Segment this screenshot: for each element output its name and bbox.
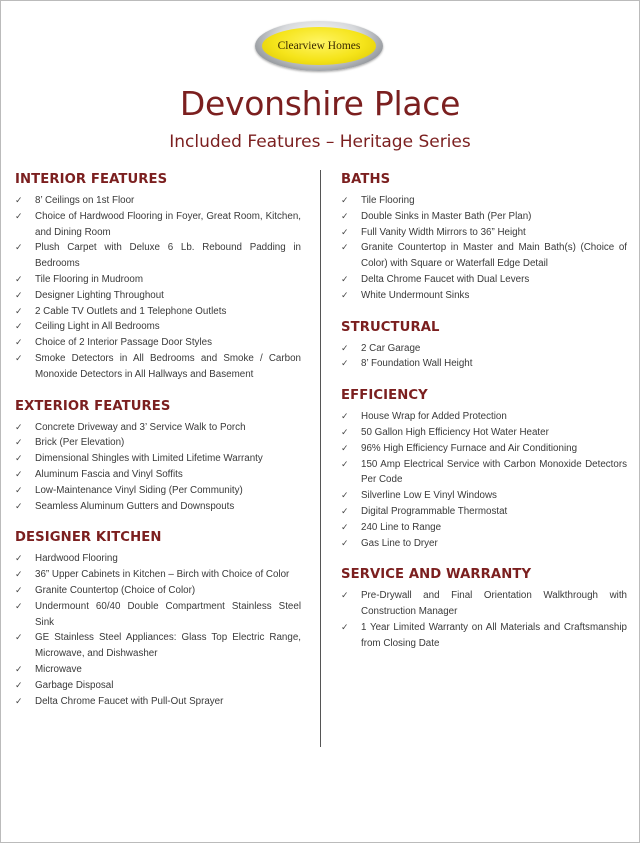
section-service-and-warranty — [341, 567, 627, 651]
feature-list — [15, 420, 301, 515]
list-item-text: 96% High Efficiency Furnace and Air Conditioning — [361, 442, 578, 454]
list-item-text: Microwave — [35, 663, 82, 675]
list-item-text: Ceiling Light in All Bedrooms — [35, 321, 160, 333]
left-column — [15, 172, 301, 725]
checkmark-icon: ✓ — [341, 537, 349, 548]
list-item — [15, 583, 301, 599]
list-item-text: Gas Line to Dryer — [361, 537, 438, 549]
checkmark-icon: ✓ — [341, 342, 349, 353]
right-column — [341, 172, 627, 668]
checkmark-icon: ✓ — [15, 352, 23, 363]
list-item-text: Aluminum Fascia and Vinyl Soffits — [35, 468, 183, 480]
list-item-text: Delta Chrome Faucet with Dual Levers — [361, 273, 530, 285]
list-item — [15, 467, 301, 483]
list-item-text: 50 Gallon High Efficiency Hot Water Heater — [361, 426, 549, 438]
list-item-text: Pre-Drywall and Final Orientation Walkthrough with Construction Manager — [361, 590, 627, 618]
feature-list — [15, 551, 301, 709]
section-title: EFFICIENCY — [341, 388, 428, 404]
list-item-text: Brick (Per Elevation) — [35, 437, 125, 449]
checkmark-icon: ✓ — [341, 210, 349, 221]
section-structural — [341, 320, 627, 373]
checkmark-icon: ✓ — [341, 289, 349, 300]
list-item — [341, 240, 627, 272]
list-item — [15, 483, 301, 499]
checkmark-icon: ✓ — [341, 458, 349, 469]
list-item-text: 2 Cable TV Outlets and 1 Telephone Outlets — [35, 305, 227, 317]
list-item — [341, 341, 627, 357]
checkmark-icon: ✓ — [15, 484, 23, 495]
list-item — [15, 420, 301, 436]
checkmark-icon: ✓ — [341, 426, 349, 437]
section-interior-features — [15, 172, 301, 383]
list-item-text: 36” Upper Cabinets in Kitchen – Birch with Choice of Color — [35, 569, 290, 581]
list-item-text: White Undermount Sinks — [361, 289, 470, 301]
list-item — [15, 193, 301, 209]
clearview-homes-logo — [255, 21, 383, 71]
list-item-text: 1 Year Limited Warranty on All Materials and Craftsmanship from Closing Date — [361, 621, 627, 649]
list-item — [341, 225, 627, 241]
list-item-text: 8’ Ceilings on 1st Floor — [35, 195, 135, 206]
checkmark-icon: ✓ — [15, 584, 23, 595]
logo-badge — [262, 27, 376, 65]
checkmark-icon: ✓ — [15, 210, 23, 221]
list-item — [15, 435, 301, 451]
list-item — [15, 335, 301, 351]
list-item — [341, 504, 627, 520]
list-item — [341, 425, 627, 441]
page-subtitle: Included Features – Heritage Series — [169, 132, 471, 152]
list-item-text: Choice of Hardwood Flooring in Foyer, Great Room, Kitchen, and Dining Room — [35, 210, 301, 238]
checkmark-icon: ✓ — [15, 289, 23, 300]
checkmark-icon: ✓ — [15, 195, 23, 205]
section-designer-kitchen — [15, 530, 301, 709]
list-item — [15, 678, 301, 694]
checkmark-icon: ✓ — [341, 195, 349, 205]
list-item — [341, 620, 627, 652]
section-title: DESIGNER KITCHEN — [15, 530, 162, 546]
list-item-text: GE Stainless Steel Appliances: Glass Top Electric Range, Microwave, and Dishwasher — [35, 632, 301, 660]
list-item — [15, 304, 301, 320]
checkmark-icon: ✓ — [15, 468, 23, 479]
list-item — [341, 588, 627, 620]
checkmark-icon: ✓ — [15, 321, 23, 332]
list-item — [341, 488, 627, 504]
checkmark-icon: ✓ — [15, 305, 23, 316]
checkmark-icon: ✓ — [15, 663, 23, 674]
column-divider — [320, 170, 321, 747]
list-item-text: Dimensional Shingles with Limited Lifetime Warranty — [35, 453, 263, 465]
list-item — [15, 694, 301, 710]
list-item — [341, 209, 627, 225]
list-item — [341, 520, 627, 536]
checkmark-icon: ✓ — [15, 453, 23, 464]
checkmark-icon: ✓ — [341, 273, 349, 284]
list-item-text: Plush Carpet with Deluxe 6 Lb. Rebound Padding in Bedrooms — [35, 242, 301, 270]
list-item-text: Low-Maintenance Vinyl Siding (Per Community) — [35, 484, 243, 496]
checkmark-icon: ✓ — [15, 500, 23, 511]
list-item-text: Granite Countertop in Master and Main Bath(s) (Choice of Color) with Square or Waterfall Edge Detail — [361, 242, 627, 270]
list-item-text: Concrete Driveway and 3’ Service Walk to Porch — [35, 421, 246, 433]
list-item — [15, 351, 301, 383]
page-title: Devonshire Place — [179, 84, 461, 123]
list-item-text: House Wrap for Added Protection — [361, 411, 507, 423]
list-item-text: Tile Flooring in Mudroom — [35, 273, 143, 285]
list-item-text: Choice of 2 Interior Passage Door Styles — [35, 337, 212, 349]
list-item — [341, 288, 627, 304]
list-item-text: Smoke Detectors in All Bedrooms and Smoke / Carbon Monoxide Detectors in All Hallways and Basement — [35, 352, 301, 380]
feature-list — [15, 193, 301, 383]
list-item — [15, 209, 301, 241]
list-item-text: Full Vanity Width Mirrors to 36” Height — [361, 226, 526, 238]
list-item-text: Hardwood Flooring — [35, 553, 118, 565]
list-item — [15, 272, 301, 288]
list-item — [341, 356, 627, 372]
list-item — [341, 441, 627, 457]
checkmark-icon: ✓ — [341, 621, 349, 632]
section-title: EXTERIOR FEATURES — [15, 398, 171, 414]
list-item-text: Silverline Low E Vinyl Windows — [361, 490, 497, 502]
checkmark-icon: ✓ — [15, 421, 23, 432]
feature-list — [341, 341, 627, 373]
list-item — [341, 272, 627, 288]
feature-list — [341, 409, 627, 551]
list-item — [15, 567, 301, 583]
list-item-text: 150 Amp Electrical Service with Carbon Monoxide Detectors Per Code — [361, 458, 627, 486]
feature-list — [341, 193, 627, 304]
list-item-text: Delta Chrome Faucet with Pull-Out Sprayer — [35, 695, 224, 707]
list-item-text: 8’ Foundation Wall Height — [361, 358, 473, 370]
checkmark-icon: ✓ — [15, 632, 23, 643]
list-item — [15, 499, 301, 515]
list-item — [341, 457, 627, 489]
list-item-text: Double Sinks in Master Bath (Per Plan) — [361, 210, 532, 222]
checkmark-icon: ✓ — [15, 437, 23, 448]
checkmark-icon: ✓ — [15, 600, 23, 611]
checkmark-icon: ✓ — [15, 242, 23, 253]
checkmark-icon: ✓ — [341, 242, 349, 253]
list-item-text: Digital Programmable Thermostat — [361, 505, 508, 517]
checkmark-icon: ✓ — [15, 337, 23, 348]
checkmark-icon: ✓ — [341, 505, 349, 516]
list-item-text: 2 Car Garage — [361, 342, 421, 354]
section-exterior-features — [15, 399, 301, 515]
feature-list — [341, 588, 627, 651]
checkmark-icon: ✓ — [341, 226, 349, 237]
checkmark-icon: ✓ — [341, 442, 349, 453]
list-item — [15, 451, 301, 467]
list-item-text: Undermount 60/40 Double Compartment Stainless Steel Sink — [35, 600, 301, 628]
checkmark-icon: ✓ — [341, 490, 349, 501]
list-item-text: Designer Lighting Throughout — [35, 289, 164, 301]
list-item-text: 240 Line to Range — [361, 521, 442, 533]
section-efficiency — [341, 388, 627, 551]
checkmark-icon: ✓ — [341, 521, 349, 532]
section-title: INTERIOR FEATURES — [15, 172, 168, 187]
list-item — [341, 409, 627, 425]
list-item — [15, 319, 301, 335]
list-item — [15, 240, 301, 272]
checkmark-icon: ✓ — [341, 590, 349, 601]
checkmark-icon: ✓ — [15, 553, 23, 564]
list-item — [15, 630, 301, 662]
checkmark-icon: ✓ — [15, 679, 23, 690]
list-item — [15, 662, 301, 678]
list-item — [15, 551, 301, 567]
list-item — [341, 193, 627, 209]
list-item-text: Garbage Disposal — [35, 679, 114, 691]
list-item-text: Tile Flooring — [361, 195, 415, 206]
section-title: SERVICE AND WARRANTY — [341, 567, 532, 583]
list-item-text: Seamless Aluminum Gutters and Downspouts — [35, 500, 235, 512]
checkmark-icon: ✓ — [341, 411, 349, 422]
checkmark-icon: ✓ — [15, 695, 23, 706]
list-item — [341, 536, 627, 552]
checkmark-icon: ✓ — [341, 358, 349, 369]
list-item — [15, 288, 301, 304]
section-title: BATHS — [341, 172, 391, 187]
section-title: STRUCTURAL — [341, 319, 440, 335]
section-baths — [341, 172, 627, 304]
checkmark-icon: ✓ — [15, 569, 23, 580]
list-item — [15, 599, 301, 631]
list-item-text: Granite Countertop (Choice of Color) — [35, 584, 196, 596]
checkmark-icon: ✓ — [15, 273, 23, 284]
logo-text: Clearview Homes — [277, 40, 361, 52]
